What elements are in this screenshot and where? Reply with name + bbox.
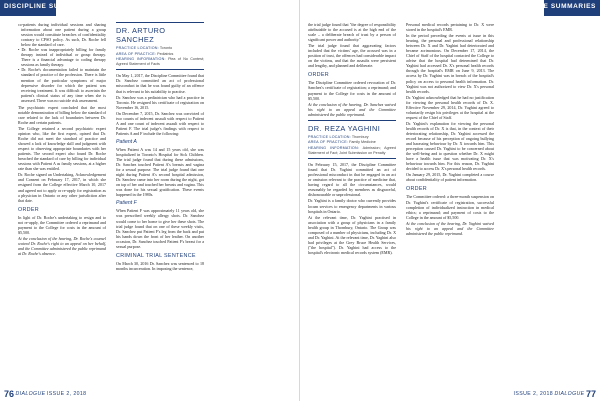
paragraph: On May 1, 2017, the Discipline Committee found that Dr. Sanchez committed an act of professional misconduct in that he was found guilty of an offence that is relevant to his suitability to practise. [116,73,204,94]
paragraph: In the period preceding the events at issue in this hearing, the personal and professional relationship between Dr. X and Dr. Yaghini had deteriorated and became acrimonious. On December 17, 2014, the Chief of Staff of the hospital contacted the College to advise that the hospital had determined that Dr. Yaghini had accessed Dr. X's personal health records through the hospital's EMR on June 9, 2013. The access by Dr. Yaghini was in breach of the hospital's policy on access to personal health information. Dr. Yaghini was not authorized to view Dr. X's personal health records. [406,33,494,94]
hearing-information: HEARING INFORMATION: Admission; Agreed Statement of Fact; Joint Submission on Penalty [308,145,397,155]
criminal-heading: CRIMINAL TRIAL SENTENCE [116,252,196,259]
order-heading: ORDER [18,206,39,213]
paragraph: When Patient A was 14 and 15 years old, she was hospitalized in Toronto's Hospital for Sick Children. The trial judge found that during these admissions, Dr. Sanchez touched Patient A's breasts and vagina for a sexual purpose. The trial judge found that one night during Patient A's second hospital admission, Dr. Sanchez came into her room during the night, got on top of her and touched her breasts and vagina. This was done for his sexual gratification. These events happened in the 1980s. [116,146,204,198]
paragraph: The psychiatric expert concluded that the most notable demonstration of billing below the standard of care related to the lack of boundaries between Dr. Roche and certain patients. [18,104,106,125]
patient-a-heading: Patient A [116,138,137,145]
issue-label: ISSUE 2, 2018 [46,391,87,398]
page-number: 77 [585,389,596,400]
order-heading: ORDER [308,72,329,79]
paragraph: On January 29, 2015, Dr. Yaghini completed a course about confidentiality of patient information. [406,172,494,183]
order-heading: ORDER [406,186,427,193]
divider [308,158,396,159]
left-column-2 [116,22,204,272]
left-column-1 [18,22,106,257]
publication-name: DIALOGUE [554,391,585,398]
right-column-1 [308,22,396,256]
paragraph: Dr. Roche signed an Undertaking, Acknowledgement and Consent on February 17, 2017, in which she resigned from the College effective March 10, 2017 and agreed not to apply or re-apply for registration as a physician in Ontario or any other jurisdiction after that date. [18,172,106,203]
hearing-information: HEARING INFORMATION: Plea of No Contest; Agreed Statement of Facts [116,57,204,66]
paragraph: Dr. Sanchez was a pediatrician who had a practice in Toronto. He resigned his certificate of registration on November 16, 2015. [116,94,204,110]
right-column-2 [406,22,494,237]
section-header-right: DISCIPLINE SUMMARIES [505,3,596,10]
bullet-text: • Dr. Roche's documentation failed to maintain the standard of practice of the profession. There is little mention of the particular symptoms of major depressive disorder for which the patient was receiving treatment. It was difficult to ascertain the patient's clinical status of any time when she is assessed. There was no suicide risk assessment. [18,67,106,103]
conclusion-text: At the conclusion of the hearing, Dr. Yaghini waived his right to an appeal and the Committee administered the public reprimand. [406,220,494,236]
paragraph: On December 7, 2015, Dr. Sanchez was convicted of two counts of indecent assault with respect to Patient A and one count of indecent assault with respect to Patient F. The trial judge's findings with respect to Patients A and F include the following: [116,110,204,136]
paragraph: Dr. Yaghini's explanation for viewing the personal health records of Dr. X is that, in the context of their deteriorating relationship, Dr. Yaghini accessed the record because of his perception of ongoing bullying and harassing behaviour by Dr. X towards him. This perception caused Dr. Yaghini to be concerned about the well-being and to question whether Dr. X might have a health issue that was motivating Dr. X's behaviour towards him. For this reason, Dr. Yaghini decided to access Dr. X's personal health records. [406,120,494,172]
divider [116,22,204,23]
paragraph: Personal medical records pertaining to Dr. X were stored in the hospital's EMR. [406,22,494,33]
paragraph: The trial judge found that aggravating factors included that the victims' age, the accused was in a position of trust, the offences had considerable impact on the victims, and that the assaults were persistent and lengthy, and planned and deliberate. [308,43,396,69]
order-text: The Committee ordered: a three-month suspension on Dr. Yaghini's certificate of registration, successful completion of individualized instruction in medical ethics; a reprimand; and payment of costs to the College in the amount of $5,500. [406,194,494,220]
page-number: 76 [4,389,15,400]
publication-name: DIALOGUE [15,391,46,398]
paragraph: When Patient F was approximately 11 years old, she was prescribed weekly allergy shots. Dr. Sanchez would come to her home to give her these shots. The trial judge found that on one of these weekly visits, Dr. Sanchez put Patient F's leg from the back and put his hands down the front of her leather. On another occasion, Dr. Sanchez touched Patient F's breast for a sexual purpose. [116,208,204,249]
order-text: The Discipline Committee ordered revocation of Dr. Sanchez's certificate of registration; a reprimand; and payment to the College for costs in the amount of $5,500. [308,80,396,101]
divider [308,120,396,121]
paragraph: Dr. Yaghini acknowledged that he had no justification for viewing the personal health records of Dr. X. Effective November 29, 2014, Dr. Yaghini agreed to voluntarily resign his privileges at the hospital at the request of the Chief of Staff. [406,94,494,120]
footer-right [514,391,596,399]
footer-left [4,391,86,399]
practice-location: PRACTICE LOCATION: Toronto [116,46,173,50]
order-text: In light of Dr. Roche's undertaking to resign and to not re-apply, the Committee ordered a reprimand and payment to the College for costs in the amount of $5,500. [18,214,106,235]
paragraph: the trial judge found that "the degree of responsibility attributable to the accused is at the high end of the scale – a deliberate breach of trust by a person of significant power and authority." [308,22,396,43]
paragraph: On February 15, 2017, the Discipline Committee found that Dr. Yaghini committed an act of professional misconduct in that he engaged in an act or omission relevant to the practice of medicine that, having regard to all the circumstances, would reasonably be regarded by members as disgraceful, dishonourable or unprofessional. [308,162,396,198]
paragraph: At the relevant time, Dr. Yaghini practised in association with a group of physicians in a family health group in Thornbury, Ontario. The Group was composed of a number of physicians, including Dr. X and Dr. Yaghini. At the relevant time, Dr. Yaghini also had privileges at the Grey Bruce Health Services, ("the hospital"). Dr. Yaghini had access to the hospital's electronic medical records system (EMR). [308,214,396,255]
practice-location: PRACTICE LOCATION: Thornbury [308,134,369,139]
physician-name: DR. REZA YAGHINI [308,123,381,133]
issue-label: ISSUE 2, 2018 [513,391,554,398]
paragraph: Dr. Yaghini is a family doctor who currently provides locum services to emergency departments in various hospitals in Ontario. [308,198,396,214]
section-header-left: DISCIPLINE SUMMARIES [4,3,95,10]
right-page [300,0,600,401]
conclusion-text: At the conclusion of the hearing, Dr. Sanchez waived his right to an appeal and the Committee administered the public reprimand. [308,101,396,117]
bullet-text: • Dr. Roche was inappropriately billing for family therapy instead of individual or group therapy. There is a financial advantage to coding therapy sessions as family therapy. [18,47,106,68]
area-of-practice: AREA OF PRACTICE: Family Medicine [308,140,376,145]
area-of-practice: AREA OF PRACTICE: Pediatrics [116,51,174,56]
patient-f-heading: Patient F [116,200,137,207]
divider [116,69,204,70]
paragraph: The College retained a second psychiatric expert opinion who, like the first expert, opined that Dr. Roche did not meet the standard of practice and showed a lack of knowledge skill and judgment with respect to observing appropriate boundaries with her patients. The second expert also found Dr. Roche breached the standard of care by billing for individual sessions with Patient A as family sessions, at a higher rate than she was entitled. [18,125,106,172]
conclusion-text: At the conclusion of the hearing, Dr. Roche's counsel waived Dr. Roche's right to an appeal on her behalf, and the Committee administered the public reprimand at Dr. Roche's absence. [18,235,106,256]
physician-name: DR. ARTURO SANCHEZ [116,26,166,44]
paragraph: On March 30, 2016 Dr. Sanchez was sentenced to 18 months incarceration. In imposing the sentence, [116,260,204,271]
bullet-text: co-patients during individual sessions and sharing information about one patient during a group session would constitute breaches of confidentiality contrary to CPSO policy. As such, Dr. Roche fell below the standard of care. [18,22,106,48]
